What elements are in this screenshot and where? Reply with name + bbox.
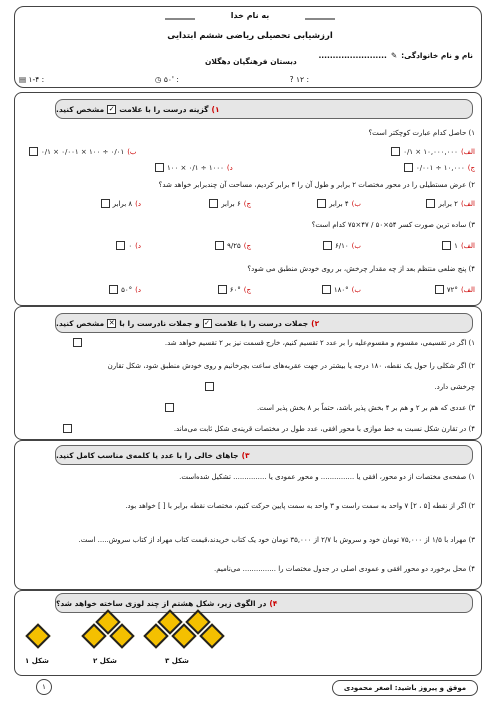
q2-item-2: ۲) اگر شکلی را حول یک نقطه، ۱۸۰ درجه یا بیشتر در جهت عقربه‌های ساعت بچرخانیم و روی خودش منطبق شود، شکل تقارن: [107, 362, 475, 370]
grade-info: ? ۱۲ :: [289, 75, 309, 84]
checkbox[interactable]: [442, 241, 451, 250]
check-icon: ✓: [204, 318, 211, 327]
q1-item-2: ۲) عرض مستطیلی را در محور مختصات ۲ برابر و طول آن را ۴ برابر کردیم، مساحت آن چندبرابر خواهد شد؟: [158, 181, 475, 189]
cross-icon: ✕: [108, 318, 115, 327]
doc-icon: ▤: [19, 75, 27, 84]
question-icon: ?: [289, 75, 294, 84]
question-1-box: [14, 92, 482, 306]
q1-option-d[interactable]: د) ۸ برابر: [101, 199, 141, 208]
q1-option-b[interactable]: ب) ۶/۱۰: [323, 241, 361, 250]
checkbox[interactable]: [29, 147, 38, 156]
name-field[interactable]: ........................: [318, 51, 387, 60]
q3-item-1: ۱) صفحه‌ی مختصات از دو محور، افقی یا ............... و محور عمودی یا ............... تشکیل شده‌است.: [179, 473, 475, 481]
question-1-header: ۱) گزینه درست را با علامت ✓ مشخص کنید.: [55, 99, 473, 119]
footer-wish: موفق و پیروز باشید: اصغر محمودی: [332, 680, 478, 696]
q1-item-1: ۱) حاصل کدام عبارت کوچکتر است؟: [368, 129, 475, 137]
q2-item-2-cont: چرخشی دارد.: [434, 383, 475, 391]
q2-checkbox-1[interactable]: [73, 338, 82, 347]
q2-item-1: ۱) اگر در تقسیمی، مقسوم و مقسوم‌علیه را بر عدد ۲ تقسیم کنیم، خارج قسمت نیز بر ۲ تقسیم خواهد شد.: [164, 339, 475, 347]
name-row: [318, 51, 473, 60]
checkbox[interactable]: [426, 199, 435, 208]
checkbox[interactable]: [215, 241, 224, 250]
shape-label-2: شکل ۲: [93, 657, 117, 665]
checkbox[interactable]: [209, 199, 218, 208]
question-4-header: ۴) در الگوی زیر، شکل هشتم از چند لوزی ساخته خواهد شد؟: [55, 593, 473, 613]
q1-option-c[interactable]: ج) ۹/۲۵: [215, 241, 251, 250]
rhombus-shape: [25, 623, 50, 648]
q1-option-a[interactable]: الف) ۷۲°: [435, 285, 475, 294]
page-number: ۱: [36, 679, 52, 695]
q2-item-4: ۴) در تقارن شکل نسبت به خط موازی با محور افقی، عدد طول در مختصات قرینه‌ی شکل ثابت می‌ماند.: [173, 425, 475, 433]
checkbox[interactable]: [109, 285, 118, 294]
q1-option-a[interactable]: الف) ۲ برابر: [426, 199, 475, 208]
pages-info: ▤ ۱-۴ :: [19, 75, 45, 84]
header-frame: [14, 6, 482, 88]
q1-option-b[interactable]: ب) ۴ برابر: [317, 199, 361, 208]
name-label: نام و نام خانوادگی:: [401, 51, 473, 60]
checkbox[interactable]: [218, 285, 227, 294]
q1-option-d[interactable]: د) ۵۰°: [109, 285, 141, 294]
question-2-header: ۲) جملات درست را با علامت ✓ و جملات نادرست را با ✕ مشخص کنید.: [55, 313, 473, 333]
q3-item-4: ۴) محل برخورد دو محور افقی و عمودی اصلی در جدول مختصات را ............... می‌نامیم.: [213, 565, 475, 573]
question-4-box: [14, 590, 482, 676]
duration-info: ◷ ۵۰' :: [154, 75, 179, 84]
q2-checkbox-2[interactable]: [205, 382, 214, 391]
shape-label-1: شکل ۱: [25, 657, 49, 665]
q1-option-c[interactable]: ج) ۶۰°: [218, 285, 251, 294]
info-row: [19, 75, 309, 84]
checkbox[interactable]: [322, 285, 331, 294]
q1-item-4: ۴) پنج ضلعی منتظم بعد از چه مقدار چرخش، بر روی خودش منطبق می شود؟: [247, 265, 475, 273]
q3-item-3: ۳) مهراد با ۱/۵ از ۷۵,۰۰۰ تومان خود و سروش با ۲/۷ از ۳۵,۰۰۰ تومان خود یک کتاب خریدند،قیمت کتاب مهراد از کتاب سروش..... است.: [78, 536, 475, 544]
checkbox[interactable]: [155, 163, 164, 172]
q2-item-3: ۳) عددی که هم بر ۲ و هم بر ۴ بخش پذیر باشد، حتماً بر ۸ بخش پذیر است.: [257, 404, 475, 412]
q1-option-a[interactable]: الف) ۱: [442, 241, 475, 250]
checkbox[interactable]: [391, 147, 400, 156]
q1-option-d[interactable]: د) ۰: [116, 241, 141, 250]
school-name: دبستان فرهنگیان دهگلان: [205, 57, 297, 66]
basmala: به نام خدا: [195, 11, 305, 27]
checkbox[interactable]: [404, 163, 413, 172]
pencil-icon: ✎: [390, 51, 398, 60]
checkbox[interactable]: [317, 199, 326, 208]
q1-option-c[interactable]: ج) ۶ برابر: [209, 199, 251, 208]
q2-checkbox-4[interactable]: [63, 424, 72, 433]
q1-option-c[interactable]: ج) ۱۰,۰۰۰ ÷ ۰/۰۰۱: [404, 163, 475, 172]
shape-label-3: شکل ۳: [165, 657, 189, 665]
check-icon: ✓: [108, 104, 115, 113]
q1-option-d[interactable]: د) ۱۰۰۰ ÷ ۰/۱ × ۱۰۰: [155, 163, 233, 172]
question-3-header: ۳) جاهای خالی را با عدد یا کلمه‌ی مناسب کامل کنید.: [55, 445, 473, 465]
q1-item-3: ۳) ساده ترین صورت کسر ۵۴×۵۰ / ۴۷×۷۵ کدام است؟: [311, 221, 475, 229]
q1-option-b[interactable]: ب) ۱۸۰°: [322, 285, 361, 294]
question-2-box: [14, 306, 482, 440]
q2-checkbox-3[interactable]: [165, 403, 174, 412]
q1-option-a[interactable]: الف) ۱۰,۰۰۰,۰۰۰ × ۰/۱: [391, 147, 475, 156]
question-3-box: [14, 440, 482, 590]
checkbox[interactable]: [323, 241, 332, 250]
checkbox[interactable]: [101, 199, 110, 208]
checkbox[interactable]: [435, 285, 444, 294]
page-title: ارزشیابی تحصیلی ریاضی ششم ابتدایی: [167, 31, 333, 41]
q1-option-b[interactable]: ب) ۰/۰۱ ÷ ۱۰۰ × ۰/۰۰۱ × ۰/۱: [29, 147, 137, 156]
checkbox[interactable]: [116, 241, 125, 250]
clock-icon: ◷: [154, 75, 162, 84]
q3-item-2: ۲) اگر از نقطه [۵ ، ۲] ۷ واحد به سمت راست و ۳ واحد به سمت پایین حرکت کنیم، مختصات نقطه برابر با [ ] خواهد بود.: [125, 502, 475, 510]
